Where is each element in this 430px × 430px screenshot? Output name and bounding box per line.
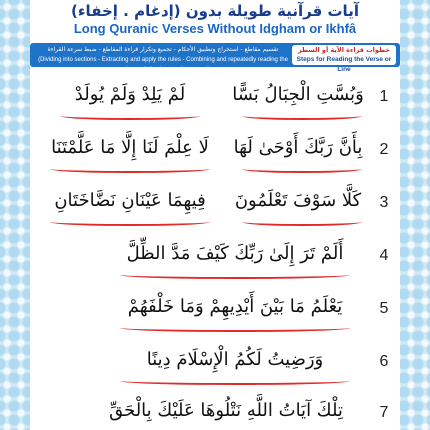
worksheet-sheet <box>30 0 400 430</box>
verse-row <box>30 345 400 395</box>
verse-full-segment: أَلَمْ تَرَ إِلَىٰ رَبِّكَ كَيْفَ مَدَّ الظِّلَّ <box>126 243 344 264</box>
red-underline <box>60 112 200 120</box>
steps-label-arabic: خطوات قراءة الآية أو السطر <box>298 46 390 54</box>
steps-label-box <box>292 45 396 73</box>
banner-description <box>34 45 292 73</box>
red-underline <box>50 218 210 226</box>
verse-left-segment: لَا عِلْمَ لَنَا إِلَّا مَا عَلَّمْتَنَا <box>51 137 209 158</box>
red-underline <box>120 377 350 385</box>
red-underline <box>242 112 362 120</box>
verse-row <box>30 80 400 130</box>
verse-row <box>30 239 400 289</box>
verse-number: 1 <box>379 88 389 105</box>
instructions-banner <box>30 43 400 73</box>
verse-number: 3 <box>379 194 389 211</box>
verse-right-segment: بِأَنَّ رَبَّكَ أَوْحَىٰ لَهَا <box>233 137 363 158</box>
verse-row <box>30 292 400 342</box>
verse-left-segment: لَمْ يَلِدْ وَلَمْ يُولَدْ <box>74 84 186 105</box>
steps-label-english: Steps for Reading the Verse or Line <box>296 56 392 73</box>
verse-number: 6 <box>379 353 389 370</box>
banner-description-english: (Dividing into sections - Extracting and apply the rules - Combining and repeatedly reading the sections - Adjusting reading speed) <box>38 57 288 73</box>
red-underline <box>50 165 210 173</box>
verse-full-segment: تِلْكَ آيَاتُ اللَّهِ نَتْلُوهَا عَلَيْكَ بِالْحَقِّ <box>109 400 343 421</box>
verse-row <box>30 396 400 430</box>
verse-number: 5 <box>379 300 389 317</box>
title-arabic: آيات قرآنية طويلة بدون (إدغام . إخفاء) <box>71 2 359 20</box>
banner-description-arabic: تقسيم مقاطع - استخراج وتطبيق الأحكام - تجميع وتكرار قراءة المقاطع - ضبط سرعة القراءة <box>47 46 279 53</box>
verse-row <box>30 133 400 183</box>
red-underline <box>242 165 362 173</box>
red-underline <box>242 218 362 226</box>
red-underline <box>120 324 350 332</box>
verse-full-segment: وَرَضِيتُ لَكُمُ الْإِسْلَامَ دِينًا <box>146 349 324 370</box>
title-english: Long Quranic Verses Without Idgham or Ikhfâ <box>73 21 357 36</box>
verse-number: 2 <box>379 141 389 158</box>
verse-row <box>30 186 400 236</box>
verse-left-segment: فِيهِمَا عَيْنَانِ نَضَّاخَتَانِ <box>54 190 206 211</box>
verse-right-segment: كَلَّا سَوْفَ تَعْلَمُونَ <box>234 190 362 211</box>
verse-number: 7 <box>379 404 389 421</box>
verse-number: 4 <box>379 247 389 264</box>
verse-right-segment: وَبُسَّتِ الْجِبَالُ بَسًّا <box>232 84 364 105</box>
verse-full-segment: يَعْلَمُ مَا بَيْنَ أَيْدِيهِمْ وَمَا خَلْفَهُمْ <box>127 296 343 317</box>
red-underline <box>120 271 350 279</box>
